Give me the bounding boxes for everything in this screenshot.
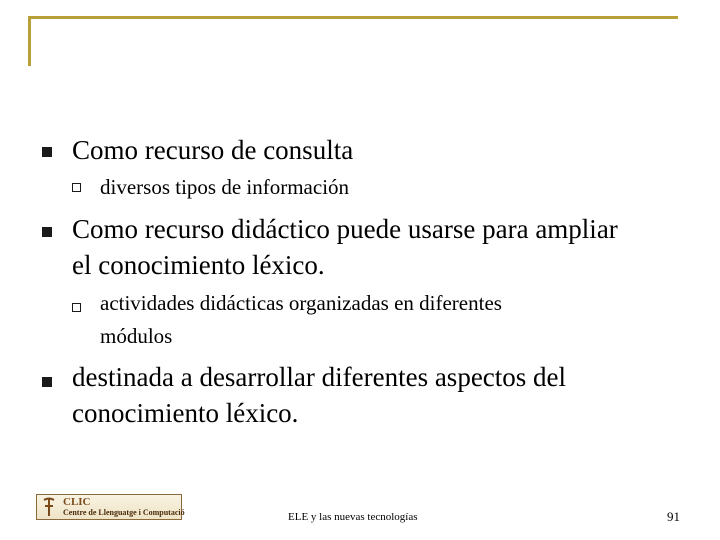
bullet-text-line: Como recurso didáctico puede usarse para ampliar xyxy=(72,214,618,244)
sub-bullet-text-line: módulos xyxy=(100,324,173,348)
logo-subtitle: Centre de Llenguatge i Computació xyxy=(63,508,185,517)
bullet-square-icon xyxy=(42,227,52,237)
bullet-square-icon xyxy=(42,147,52,157)
clic-logo xyxy=(36,494,185,520)
bullet-text-line: conocimiento léxico. xyxy=(72,398,299,428)
bullet-text-line: destinada a desarrollar diferentes aspectos del xyxy=(72,362,567,392)
bullet-text-line: el conocimiento léxico. xyxy=(72,250,325,280)
sub-bullet-text: diversos tipos de información xyxy=(100,175,350,199)
bullet-text: Como recurso de consulta xyxy=(72,135,354,165)
footer-text: ELE y las nuevas tecnologías xyxy=(288,511,418,523)
page-number: 91 xyxy=(667,509,680,524)
logo-title: CLIC xyxy=(63,496,91,508)
bullet-square-icon xyxy=(42,377,52,387)
clic-logo-icon xyxy=(41,497,57,517)
sub-bullet-icon xyxy=(72,183,81,192)
sub-bullet-icon xyxy=(72,303,81,312)
sub-bullet-text-line: actividades didácticas organizadas en diferentes xyxy=(100,291,502,315)
